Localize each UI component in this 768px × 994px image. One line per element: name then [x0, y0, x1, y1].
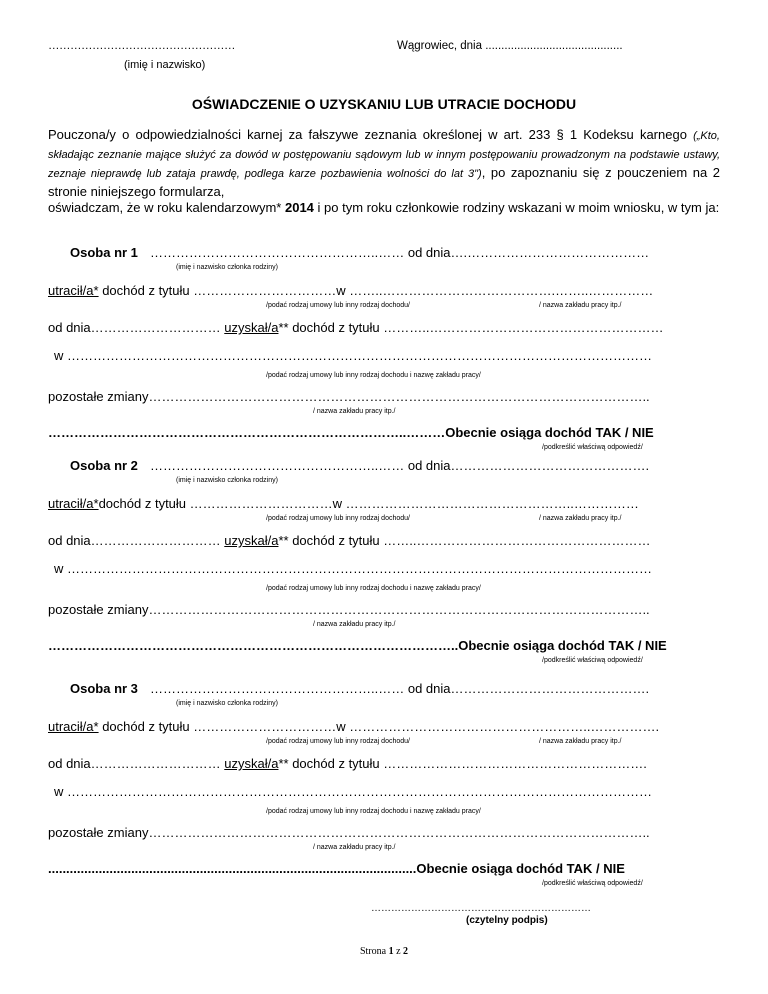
- person-name-field[interactable]: ……………………………………………..…… od dnia….……………………………………: [150, 245, 650, 260]
- gained-income-line[interactable]: [48, 756, 647, 771]
- lost-income-line[interactable]: [48, 496, 639, 511]
- page-title: OŚWIADCZENIE O UZYSKANIU LUB UTRACIE DOCHODU: [191, 96, 577, 112]
- intro-quote: („Kto, składając zeznanie mające służyć za dowód w postępowaniu sądowym lub w innym postępowaniu prowadzonym na podstawie ustawy, zeznaje nieprawdę lub zataja prawdę, podlega karze pozbawienia wolności do lat 3"): [48, 130, 720, 180]
- page-number: [0, 946, 768, 957]
- employer-caption: / nazwa zakładu pracy itp./: [539, 738, 622, 745]
- page-current: 1: [388, 946, 394, 957]
- lost-label: utracił/a*: [48, 496, 99, 511]
- place-date-field[interactable]: Wągrowiec, dnia ...........................................: [397, 40, 623, 52]
- gained-date-field[interactable]: od dnia…………………………: [48, 756, 225, 771]
- person-label: Osoba nr 3: [70, 681, 138, 696]
- lost-income-field[interactable]: dochód z tytułu ……………………………w ………………………………………………..…………….: [98, 719, 660, 734]
- status-caption: /podkreślić właściwą odpowiedź/: [542, 657, 643, 664]
- gained-income-caption: /podać rodzaj umowy lub inny rodzaj dochodu i nazwę zakładu pracy/: [266, 585, 481, 592]
- signature-field[interactable]: …………………………………………………………: [371, 903, 591, 914]
- gained-date-field[interactable]: od dnia…………………………: [48, 533, 225, 548]
- declaration-paragraph: [48, 199, 720, 216]
- income-type-caption: /podać rodzaj umowy lub inny rodzaj dochodu/: [266, 738, 410, 745]
- page-total: 2: [403, 946, 409, 957]
- person-name-field[interactable]: ……………………………………………..…… od dnia……………………………………….: [150, 458, 650, 473]
- decl-post: i po tym roku członkowie rodziny wskazani w moim wniosku, w tym ja:: [313, 200, 720, 215]
- person-name-field[interactable]: ……………………………………………..…… od dnia……………………………………….: [150, 681, 650, 696]
- gained-income-in-field[interactable]: w ………………………………………………………………………………………………………………………: [54, 784, 652, 799]
- lost-income-field[interactable]: dochód z tytułu ……………………………w ……………………………………………..……………: [98, 496, 639, 511]
- current-income-status[interactable]: ......................................................................................................Obecnie osiąga dochód TAK / NIE: [48, 861, 625, 876]
- other-changes-caption: / nazwa zakładu pracy itp./: [313, 408, 396, 415]
- gained-income-field[interactable]: ** dochód z tytułu ………..………………………………………………: [278, 320, 664, 335]
- other-changes-field[interactable]: pozostałe zmiany……………………………………………………………………………………………………..: [48, 825, 650, 840]
- page-label: Strona: [359, 946, 389, 957]
- lost-income-line[interactable]: [48, 283, 653, 298]
- income-type-caption: /podać rodzaj umowy lub inny rodzaj dochodu/: [266, 515, 410, 522]
- page-of: z: [393, 946, 404, 957]
- status-caption: /podkreślić właściwą odpowiedź/: [542, 444, 643, 451]
- gained-label: uzyskał/a: [224, 320, 279, 335]
- gained-income-field[interactable]: ** dochód z tytułu …………………………………………………….: [278, 756, 647, 771]
- other-changes-caption: / nazwa zakładu pracy itp./: [313, 621, 396, 628]
- lost-income-line[interactable]: [48, 719, 659, 734]
- gained-income-field[interactable]: ** dochód z tytułu ……..………………………………………………: [278, 533, 651, 548]
- lost-label: utracił/a*: [48, 283, 99, 298]
- gained-income-line[interactable]: [48, 533, 650, 548]
- intro-line3: , po zapoznaniu się z pouczeniem na 2 stronie niniejszego formularza,: [48, 165, 720, 199]
- person-name-caption: (imię i nazwisko członka rodziny): [176, 264, 278, 271]
- person-name-caption: (imię i nazwisko członka rodziny): [176, 477, 278, 484]
- other-changes-field[interactable]: pozostałe zmiany……………………………………………………………………………………………………..: [48, 389, 650, 404]
- intro-paragraph: [48, 126, 720, 200]
- person-name-caption: (imię i nazwisko członka rodziny): [176, 700, 278, 707]
- decl-pre: oświadczam, że w roku kalendarzowym*: [48, 200, 285, 215]
- current-income-status[interactable]: …………………………………………………………………………………..Obecnie osiąga dochód TAK / NIE: [48, 638, 667, 653]
- intro-line1: Pouczona/y o odpowiedzialności karnej za fałszywe zeznania określonej w art. 233 § 1 Kodeksu karnego: [48, 127, 687, 142]
- gained-income-line[interactable]: [48, 320, 663, 335]
- status-caption: /podkreślić właściwą odpowiedź/: [542, 880, 643, 887]
- gained-income-caption: /podać rodzaj umowy lub inny rodzaj dochodu i nazwę zakładu pracy/: [266, 372, 481, 379]
- gained-date-field[interactable]: od dnia…………………………: [48, 320, 225, 335]
- other-changes-caption: / nazwa zakładu pracy itp./: [313, 844, 396, 851]
- person-label: Osoba nr 2: [70, 458, 138, 473]
- lost-label: utracił/a*: [48, 719, 99, 734]
- gained-income-in-field[interactable]: w ………………………………………………………………………………………………………………………: [54, 348, 652, 363]
- name-field[interactable]: ……………………………………………: [48, 40, 235, 52]
- name-caption: (imię i nazwisko): [124, 59, 206, 71]
- person-label: Osoba nr 1: [70, 245, 138, 260]
- gained-label: uzyskał/a: [224, 756, 279, 771]
- signature-caption: (czytelny podpis): [466, 915, 548, 926]
- current-income-status[interactable]: ………………………………………………………………………..………Obecnie osiąga dochód TAK / NIE: [48, 425, 654, 440]
- gained-label: uzyskał/a: [224, 533, 279, 548]
- employer-caption: / nazwa zakładu pracy itp./: [539, 515, 622, 522]
- other-changes-field[interactable]: pozostałe zmiany……………………………………………………………………………………………………..: [48, 602, 650, 617]
- decl-year: 2014: [284, 200, 314, 215]
- gained-income-in-field[interactable]: w ………………………………………………………………………………………………………………………: [54, 561, 652, 576]
- employer-caption: / nazwa zakładu pracy itp./: [539, 302, 622, 309]
- income-type-caption: /podać rodzaj umowy lub inny rodzaj dochodu/: [266, 302, 410, 309]
- gained-income-caption: /podać rodzaj umowy lub inny rodzaj dochodu i nazwę zakładu pracy/: [266, 808, 481, 815]
- lost-income-field[interactable]: dochód z tytułu ……………………………w ……..………………………………….……..……………: [98, 283, 654, 298]
